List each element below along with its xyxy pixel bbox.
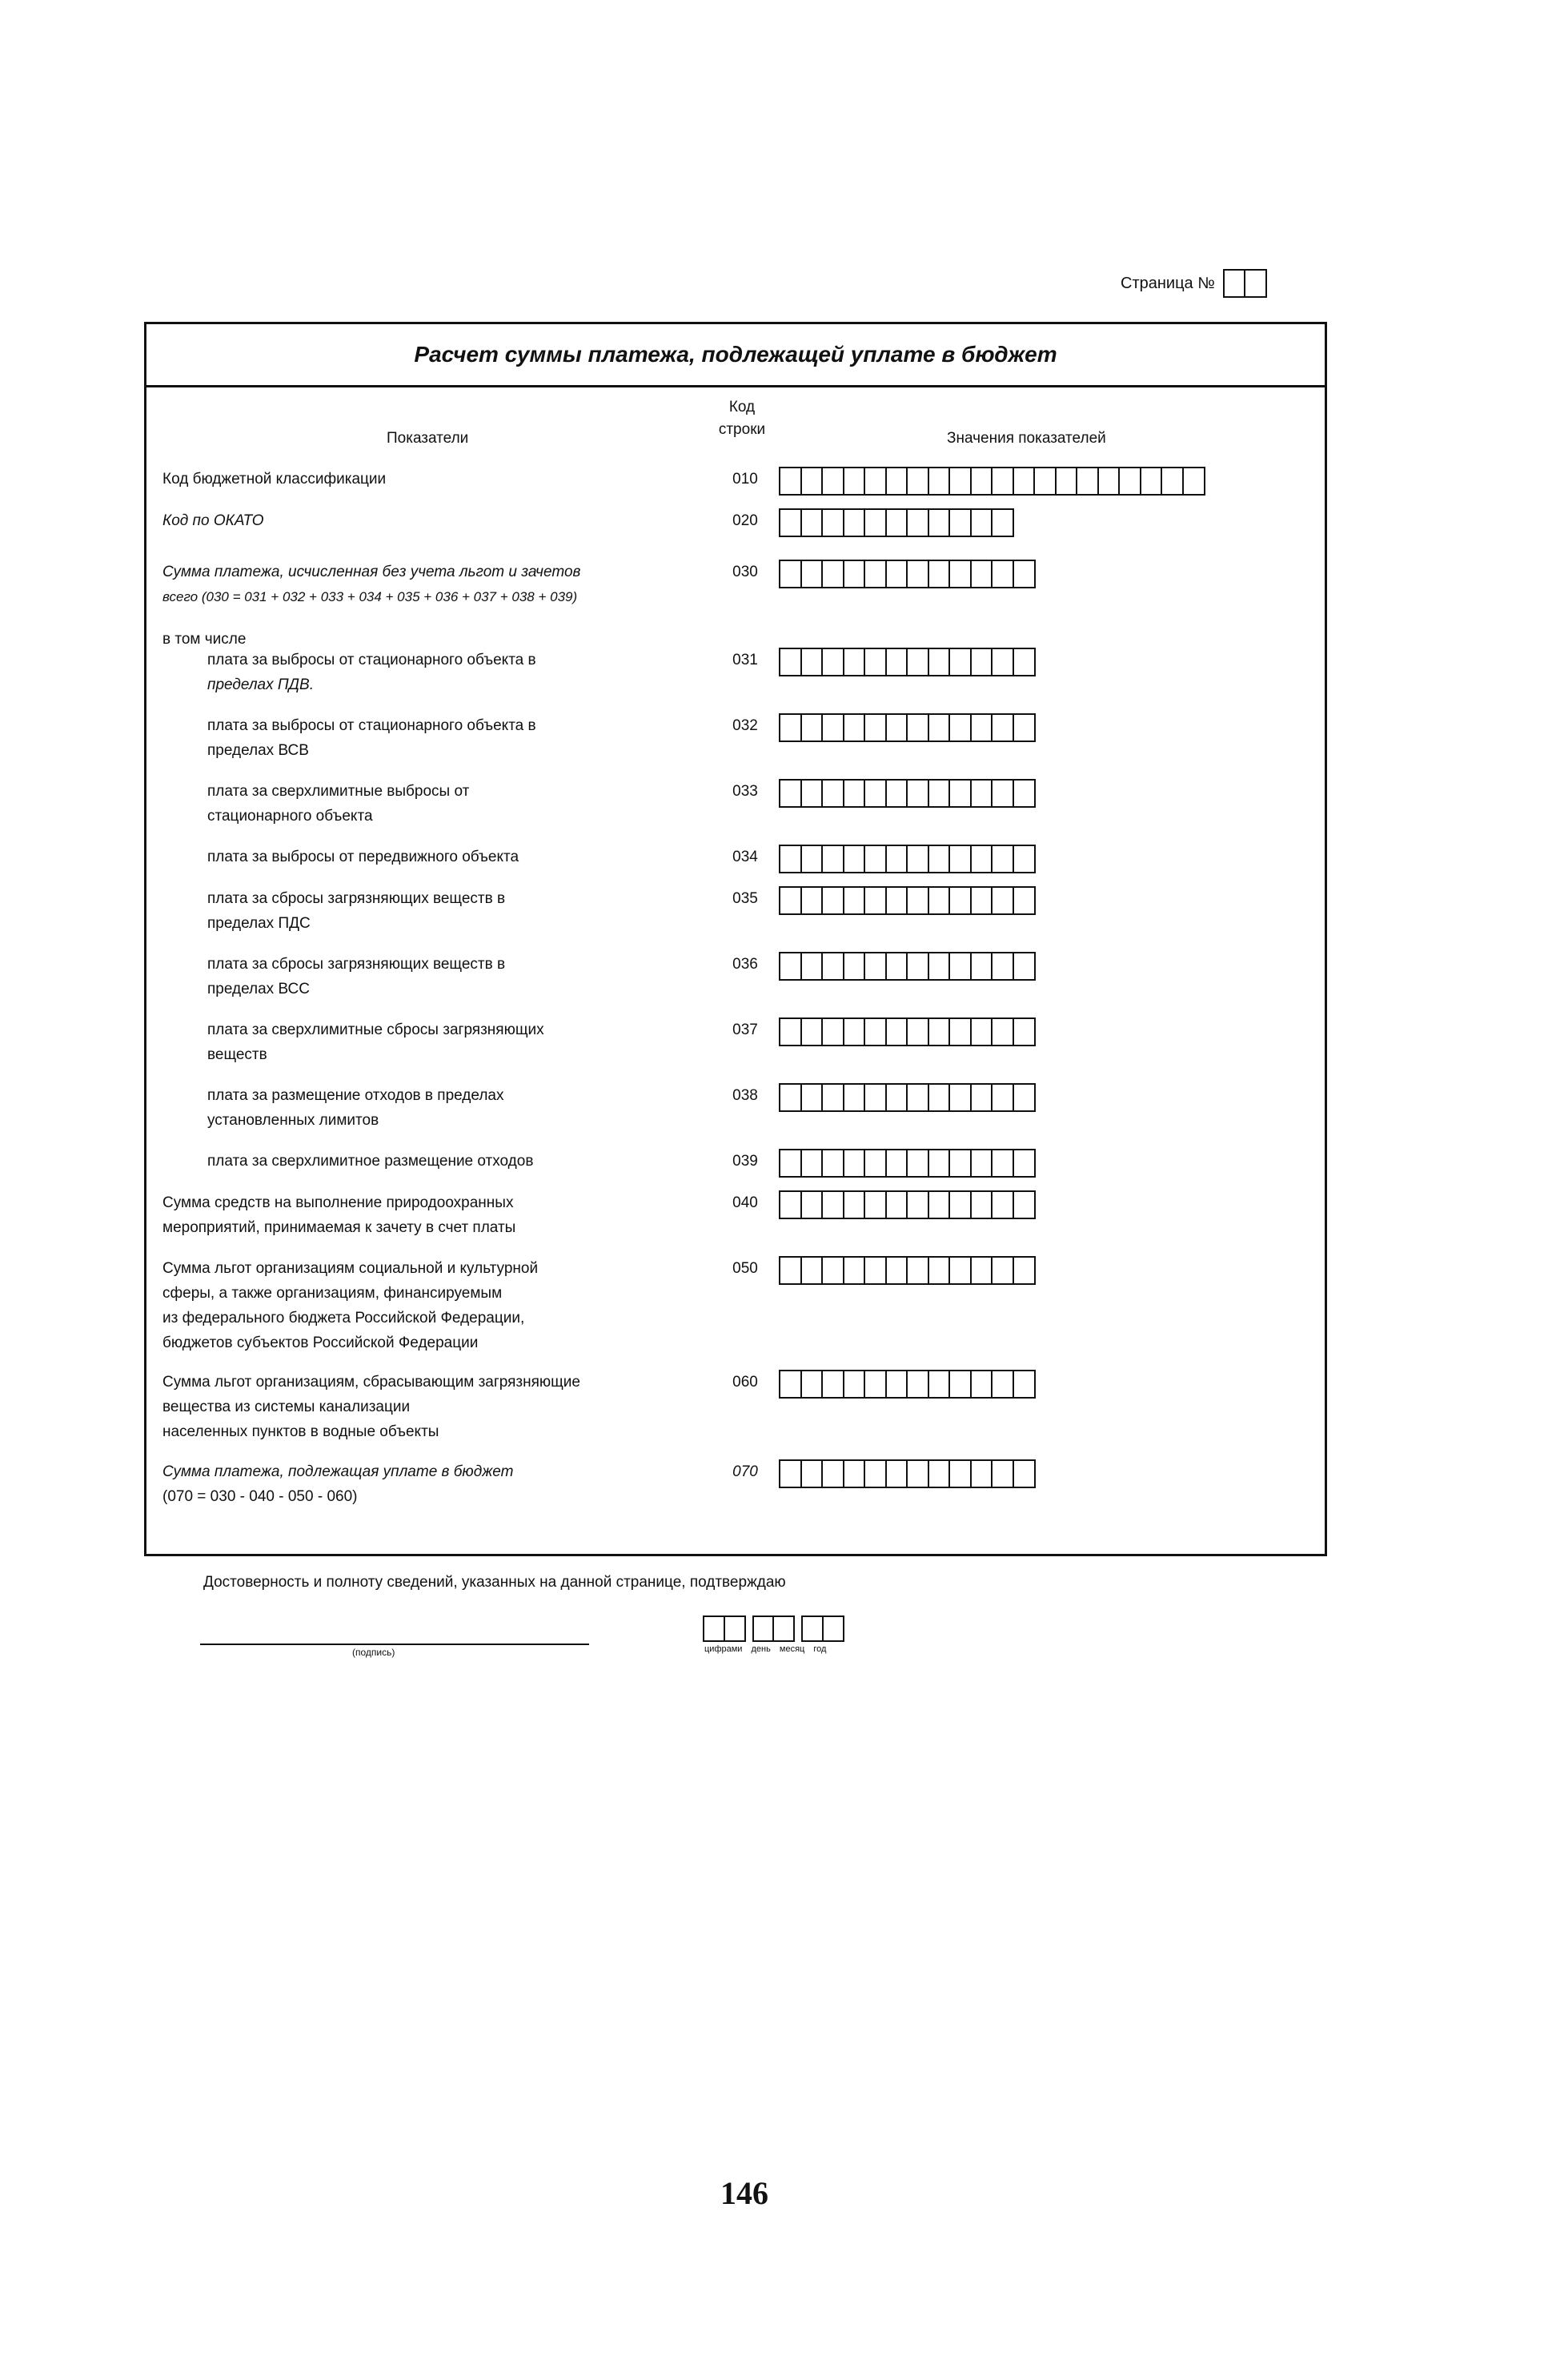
entry-cell[interactable] — [843, 713, 866, 742]
entry-cell[interactable] — [991, 1083, 1014, 1112]
row-label: Сумма льгот организациям, сбрасывающим загрязняющие вещества из системы канализации населенных пунктов в водные объекты — [162, 1374, 580, 1440]
entry-cell[interactable] — [1013, 1017, 1036, 1046]
entry-cell[interactable] — [821, 1017, 844, 1046]
entry-cell[interactable] — [864, 1083, 887, 1112]
entry-cell[interactable] — [800, 648, 824, 676]
entry-cell[interactable] — [948, 845, 972, 873]
entry-cell[interactable] — [885, 845, 908, 873]
value-cells[interactable] — [779, 1149, 1036, 1178]
entry-cell[interactable] — [864, 1017, 887, 1046]
entry-cell[interactable] — [843, 779, 866, 808]
page-number: 146 — [720, 2175, 768, 2211]
entry-cell[interactable] — [800, 845, 824, 873]
entry-cell[interactable] — [1118, 467, 1141, 496]
entry-cell[interactable] — [906, 1190, 929, 1219]
entry-cell[interactable] — [948, 1256, 972, 1285]
entry-cell[interactable] — [843, 1017, 866, 1046]
entry-cell[interactable] — [906, 1149, 929, 1178]
entry-cell[interactable] — [991, 508, 1014, 537]
entry-cell[interactable] — [864, 648, 887, 676]
entry-cell[interactable] — [928, 560, 951, 588]
entry-cell[interactable] — [1055, 467, 1078, 496]
entry-cell[interactable] — [991, 1017, 1014, 1046]
entry-cell[interactable] — [928, 845, 951, 873]
entry-cell[interactable] — [948, 1370, 972, 1399]
entry-cell[interactable] — [885, 779, 908, 808]
entry-cell[interactable] — [864, 713, 887, 742]
entry-cell[interactable] — [779, 1459, 802, 1488]
entry-cell[interactable] — [1033, 467, 1057, 496]
value-cells[interactable] — [779, 1017, 1036, 1046]
entry-cell[interactable] — [991, 1459, 1014, 1488]
entry-cell[interactable] — [821, 952, 844, 981]
entry-cell[interactable] — [928, 467, 951, 496]
entry-cell[interactable] — [779, 1256, 802, 1285]
entry-cell[interactable] — [928, 508, 951, 537]
entry-cell[interactable] — [864, 508, 887, 537]
entry-cell[interactable] — [864, 1459, 887, 1488]
entry-cell[interactable] — [821, 648, 844, 676]
date-cells[interactable] — [703, 1615, 844, 1646]
value-cells[interactable] — [779, 1190, 1036, 1219]
entry-cell[interactable] — [991, 648, 1014, 676]
entry-cell[interactable] — [885, 1017, 908, 1046]
entry-cell[interactable] — [970, 648, 993, 676]
entry-cell[interactable] — [906, 886, 929, 915]
confirmation-text: Достоверность и полноту сведений, указанных на данной странице, подтверждаю — [203, 1574, 786, 1591]
entry-cell[interactable] — [864, 952, 887, 981]
entry-cell[interactable] — [800, 952, 824, 981]
entry-cell[interactable] — [928, 1149, 951, 1178]
entry-cell[interactable] — [991, 886, 1014, 915]
entry-cell[interactable] — [779, 1190, 802, 1219]
entry-cell[interactable] — [821, 779, 844, 808]
entry-cell[interactable] — [800, 1149, 824, 1178]
entry-cell[interactable] — [779, 1370, 802, 1399]
entry-cell[interactable] — [948, 952, 972, 981]
entry-cell[interactable] — [991, 560, 1014, 588]
row-code: 031 — [732, 652, 758, 668]
entry-cell[interactable] — [906, 845, 929, 873]
column-headers — [146, 396, 1325, 452]
entry-cell[interactable] — [906, 467, 929, 496]
row-code: 020 — [732, 512, 758, 529]
entry-cell[interactable] — [906, 1017, 929, 1046]
row-label: Сумма льгот организациям социальной и культурной сферы, а также организациям, финансируемым из федерального бюджета Российской Федерации, бюджетов субъектов Российской Федерации — [162, 1260, 539, 1351]
entry-cell[interactable] — [779, 845, 802, 873]
entry-cell[interactable] — [991, 713, 1014, 742]
entry-cell[interactable] — [885, 467, 908, 496]
entry-cell[interactable] — [864, 1370, 887, 1399]
row-code: 037 — [732, 1021, 758, 1038]
signature-caption: (подпись) — [352, 1647, 395, 1658]
entry-cell[interactable] — [800, 1190, 824, 1219]
entry-cell[interactable] — [843, 1370, 866, 1399]
entry-cell[interactable] — [991, 1370, 1014, 1399]
entry-cell[interactable] — [906, 560, 929, 588]
entry-cell[interactable] — [800, 886, 824, 915]
entry-cell[interactable] — [800, 713, 824, 742]
row-code: 050 — [732, 1260, 758, 1277]
page-number-label: Страница № — [1121, 274, 1215, 292]
group-label: в том числе — [162, 631, 247, 648]
column-header-code: Код строки — [718, 399, 766, 438]
signature-line[interactable] — [200, 1644, 589, 1645]
entry-cell[interactable] — [906, 1370, 929, 1399]
entry-cell[interactable] — [885, 560, 908, 588]
value-cells[interactable] — [779, 1459, 1036, 1488]
entry-cell[interactable] — [928, 952, 951, 981]
entry-cell[interactable] — [843, 1190, 866, 1219]
entry-cell[interactable] — [928, 1370, 951, 1399]
value-cells[interactable] — [779, 779, 1036, 808]
entry-cell[interactable] — [1013, 952, 1036, 981]
page-number-cells[interactable] — [1223, 269, 1268, 298]
row-label: плата за размещение отходов в пределах установленных лимитов — [207, 1087, 504, 1129]
entry-cell[interactable] — [800, 1370, 824, 1399]
entry-cell[interactable] — [864, 560, 887, 588]
row-label: плата за сбросы загрязняющих веществ в пределах ПДС — [207, 890, 506, 932]
entry-cell[interactable] — [821, 1370, 844, 1399]
entry-cell[interactable] — [948, 508, 972, 537]
entry-cell[interactable] — [1161, 467, 1184, 496]
entry-cell[interactable] — [970, 1083, 993, 1112]
entry-cell[interactable] — [928, 779, 951, 808]
entry-cell[interactable] — [970, 713, 993, 742]
entry-cell[interactable] — [821, 1190, 844, 1219]
row-label: плата за сбросы загрязняющих веществ в пределах ВСС — [207, 956, 506, 997]
value-cells[interactable] — [779, 952, 1036, 981]
entry-cell[interactable] — [948, 713, 972, 742]
entry-cell[interactable] — [821, 467, 844, 496]
entry-cell[interactable] — [1013, 560, 1036, 588]
entry-cell[interactable] — [970, 508, 993, 537]
entry-cell[interactable] — [906, 952, 929, 981]
entry-cell[interactable] — [906, 648, 929, 676]
entry-cell[interactable] — [800, 779, 824, 808]
entry-cell[interactable] — [970, 467, 993, 496]
entry-cell[interactable] — [1013, 845, 1036, 873]
entry-cell[interactable] — [970, 1459, 993, 1488]
entry-cell[interactable] — [864, 779, 887, 808]
entry-cell[interactable] — [779, 779, 802, 808]
entry-cell[interactable] — [864, 1190, 887, 1219]
row-label: плата за выбросы от стационарного объекта в пределах ВСВ — [207, 717, 536, 759]
entry-cell[interactable] — [1013, 1459, 1036, 1488]
entry-cell[interactable] — [1013, 648, 1036, 676]
entry-cell[interactable] — [821, 560, 844, 588]
entry-cell[interactable] — [885, 1083, 908, 1112]
row-code: 070 — [732, 1463, 758, 1480]
entry-cell[interactable] — [948, 1149, 972, 1178]
entry-cell[interactable] — [970, 1149, 993, 1178]
entry-cell[interactable] — [906, 508, 929, 537]
entry-cell[interactable] — [779, 560, 802, 588]
entry-cell[interactable] — [991, 1149, 1014, 1178]
value-cells[interactable] — [779, 1256, 1036, 1285]
entry-cell[interactable] — [970, 1370, 993, 1399]
entry-cell[interactable] — [843, 560, 866, 588]
entry-cell[interactable] — [843, 467, 866, 496]
row-code: 034 — [732, 849, 758, 865]
entry-cell[interactable] — [821, 713, 844, 742]
entry-cell[interactable] — [779, 1083, 802, 1112]
entry-cell[interactable] — [928, 713, 951, 742]
entry-cell[interactable] — [779, 1149, 802, 1178]
entry-cell[interactable] — [843, 1459, 866, 1488]
entry-cell[interactable] — [885, 1190, 908, 1219]
entry-cell[interactable] — [970, 845, 993, 873]
row-label: Сумма средств на выполнение природоохранных мероприятий, принимаемая к зачету в счет платы — [162, 1194, 516, 1236]
column-header-indicators: Показатели — [387, 430, 469, 447]
row-code: 038 — [732, 1087, 758, 1104]
entry-cell[interactable] — [843, 508, 866, 537]
entry-cell[interactable] — [948, 560, 972, 588]
entry-cell[interactable] — [948, 648, 972, 676]
entry-cell[interactable] — [991, 952, 1014, 981]
entry-cell[interactable] — [885, 1459, 908, 1488]
row-label: плата за сверхлимитное размещение отходов — [207, 1153, 534, 1170]
entry-cell[interactable] — [821, 1256, 844, 1285]
value-cells[interactable] — [779, 1370, 1036, 1399]
entry-cell[interactable] — [948, 1017, 972, 1046]
entry-cell[interactable] — [779, 648, 802, 676]
entry-cell[interactable] — [1013, 886, 1036, 915]
entry-cell[interactable] — [1013, 779, 1036, 808]
payment-calculation-form — [144, 322, 1327, 1556]
value-cells[interactable] — [779, 713, 1036, 742]
row-label: Сумма платежа, исчисленная без учета льгот и зачетов всего (030 = 031 + 032 + 033 + 034 + 035 + 036 + 037 + 038 + 039) — [162, 564, 581, 604]
entry-cell[interactable] — [821, 845, 844, 873]
row-code: 039 — [732, 1153, 758, 1170]
entry-cell[interactable] — [821, 1083, 844, 1112]
entry-cell[interactable] — [779, 1017, 802, 1046]
entry-cell[interactable] — [906, 713, 929, 742]
entry-cell[interactable] — [928, 886, 951, 915]
entry-cell[interactable] — [906, 1256, 929, 1285]
entry-cell[interactable] — [1013, 1083, 1036, 1112]
entry-cell[interactable] — [800, 560, 824, 588]
entry-cell[interactable] — [779, 713, 802, 742]
entry-cell[interactable] — [1013, 713, 1036, 742]
row-code: 033 — [732, 783, 758, 800]
entry-cell[interactable] — [885, 952, 908, 981]
entry-cell[interactable] — [779, 467, 802, 496]
entry-cell[interactable] — [779, 952, 802, 981]
entry-cell[interactable] — [928, 648, 951, 676]
entry-cell[interactable] — [864, 1256, 887, 1285]
entry-cell[interactable] — [970, 1190, 993, 1219]
entry-cell[interactable] — [1013, 1370, 1036, 1399]
entry-cell[interactable] — [885, 713, 908, 742]
entry-cell[interactable] — [991, 845, 1014, 873]
entry-cell[interactable] — [1013, 1149, 1036, 1178]
row-label: плата за выбросы от стационарного объекта в пределах ПДВ. — [207, 652, 536, 693]
value-cells[interactable] — [779, 560, 1036, 588]
entry-cell[interactable] — [1013, 1256, 1036, 1285]
entry-cell[interactable] — [970, 560, 993, 588]
row-code: 035 — [732, 890, 758, 907]
entry-cell[interactable] — [948, 779, 972, 808]
entry-cell[interactable] — [948, 886, 972, 915]
entry-cell[interactable] — [843, 1149, 866, 1178]
entry-cell[interactable] — [970, 952, 993, 981]
row-code: 036 — [732, 956, 758, 973]
value-cells[interactable] — [779, 508, 1014, 537]
entry-cell[interactable] — [821, 508, 844, 537]
entry-cell[interactable] — [864, 1149, 887, 1178]
value-cells[interactable] — [779, 648, 1036, 676]
value-cells[interactable] — [779, 467, 1205, 496]
entry-cell[interactable] — [991, 1256, 1014, 1285]
entry-cell[interactable] — [800, 1256, 824, 1285]
entry-cell[interactable] — [821, 1459, 844, 1488]
entry-cell[interactable] — [948, 1190, 972, 1219]
entry-cell[interactable] — [948, 1459, 972, 1488]
entry-cell[interactable] — [928, 1459, 951, 1488]
entry-cell[interactable] — [1097, 467, 1121, 496]
entry-cell[interactable] — [906, 1459, 929, 1488]
entry-cell[interactable] — [843, 952, 866, 981]
row-code: 010 — [732, 471, 758, 488]
entry-cell[interactable] — [906, 1083, 929, 1112]
value-cells[interactable] — [779, 845, 1036, 873]
entry-cell[interactable] — [885, 1256, 908, 1285]
entry-cell[interactable] — [1182, 467, 1205, 496]
entry-cell[interactable] — [928, 1083, 951, 1112]
entry-cell[interactable] — [991, 779, 1014, 808]
row-label: Код по ОКАТО — [162, 512, 264, 529]
entry-cell[interactable] — [928, 1017, 951, 1046]
entry-cell[interactable] — [991, 1190, 1014, 1219]
entry-cell[interactable] — [779, 886, 802, 915]
entry-cell[interactable] — [800, 1459, 824, 1488]
entry-cell[interactable] — [800, 1017, 824, 1046]
entry-cell[interactable] — [970, 1256, 993, 1285]
value-cells[interactable] — [779, 886, 1036, 915]
entry-cell[interactable] — [1140, 467, 1163, 496]
entry-cell[interactable] — [1013, 1190, 1036, 1219]
entry-cell[interactable] — [821, 1149, 844, 1178]
entry-cell[interactable] — [843, 648, 866, 676]
entry-cell[interactable] — [885, 1149, 908, 1178]
entry-cell[interactable] — [843, 1256, 866, 1285]
row-code: 060 — [732, 1374, 758, 1391]
entry-cell[interactable] — [885, 648, 908, 676]
row-label: плата за сверхлимитные выбросы от стационарного объекта — [207, 783, 470, 825]
row-label: Сумма платежа, подлежащая уплате в бюджет (070 = 030 - 040 - 050 - 060) — [162, 1463, 514, 1505]
entry-cell[interactable] — [948, 467, 972, 496]
entry-cell[interactable] — [928, 1190, 951, 1219]
row-label: плата за сверхлимитные сбросы загрязняющих веществ — [207, 1021, 544, 1063]
entry-cell[interactable] — [864, 467, 887, 496]
entry-cell[interactable] — [970, 886, 993, 915]
entry-cell[interactable] — [928, 1256, 951, 1285]
entry-cell[interactable] — [991, 467, 1014, 496]
entry-cell[interactable] — [821, 886, 844, 915]
entry-cell[interactable] — [800, 467, 824, 496]
entry-cell[interactable] — [843, 1083, 866, 1112]
row-code: 040 — [732, 1194, 758, 1211]
entry-cell[interactable] — [1013, 467, 1036, 496]
entry-cell[interactable] — [800, 1083, 824, 1112]
page-number-field — [1121, 269, 1267, 298]
entry-cell[interactable] — [864, 886, 887, 915]
entry-cell[interactable] — [800, 508, 824, 537]
entry-cell[interactable] — [906, 779, 929, 808]
form-title: Расчет суммы платежа, подлежащей уплате в бюджет — [146, 324, 1325, 387]
entry-cell[interactable] — [885, 1370, 908, 1399]
row-code: 030 — [732, 564, 758, 580]
value-cells[interactable] — [779, 1083, 1036, 1112]
entry-cell[interactable] — [885, 886, 908, 915]
entry-cell[interactable] — [864, 845, 887, 873]
entry-cell[interactable] — [1076, 467, 1099, 496]
entry-cell[interactable] — [843, 845, 866, 873]
date-caption: цифрами день месяц год — [704, 1644, 827, 1654]
entry-cell[interactable] — [843, 886, 866, 915]
entry-cell[interactable] — [970, 779, 993, 808]
column-header-values: Значения показателей — [947, 430, 1106, 447]
entry-cell[interactable] — [970, 1017, 993, 1046]
row-code: 032 — [732, 717, 758, 734]
entry-cell[interactable] — [779, 508, 802, 537]
row-label: плата за выбросы от передвижного объекта — [207, 849, 519, 865]
entry-cell[interactable] — [885, 508, 908, 537]
entry-cell[interactable] — [948, 1083, 972, 1112]
row-label: Код бюджетной классификации — [162, 471, 387, 488]
